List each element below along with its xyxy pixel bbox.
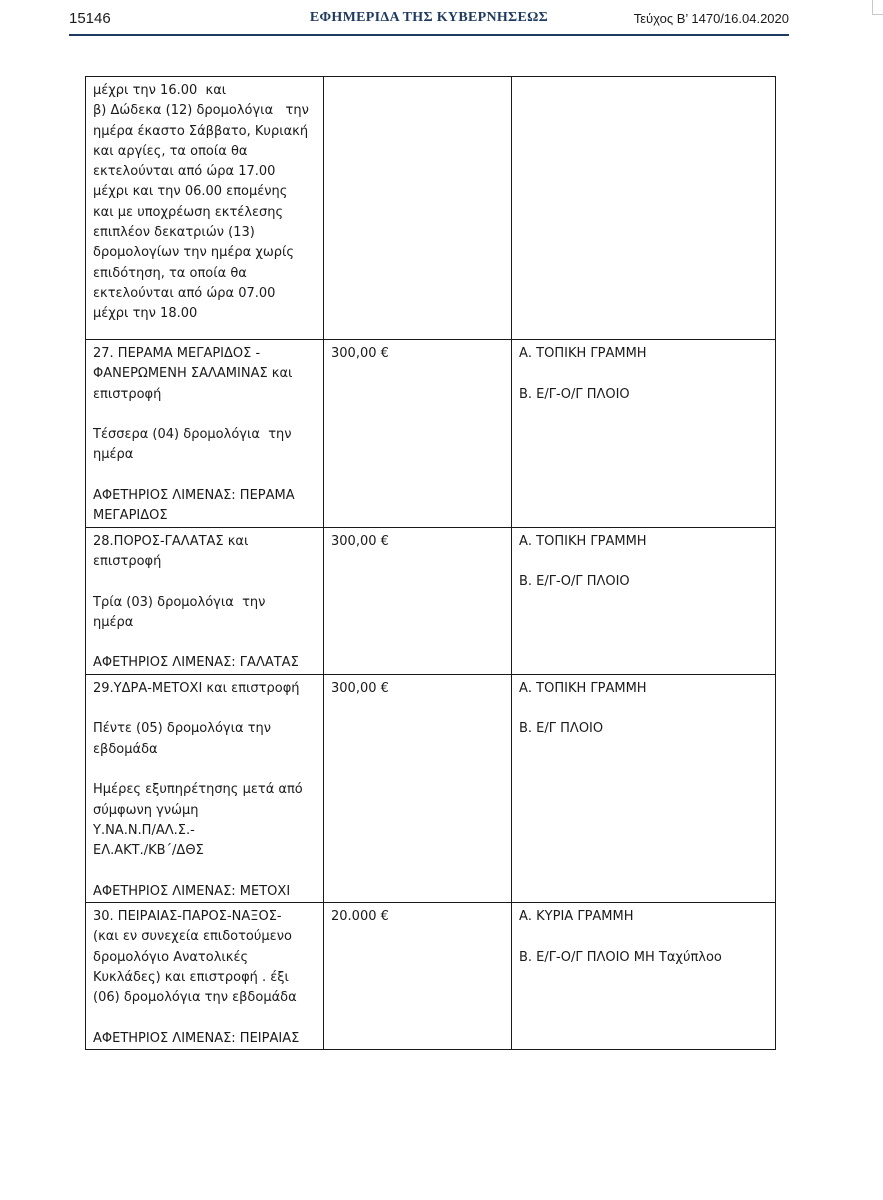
route-text-line: ημέρα	[93, 614, 134, 630]
route-text-line	[93, 699, 317, 719]
amount-value: 300,00 €	[331, 533, 389, 549]
line-category: Α. ΚΥΡΙΑ ΓΡΑΜΜΗ	[519, 909, 634, 925]
route-text-line: Κυκλάδες) και επιστροφή . έξι	[93, 969, 289, 985]
route-text-line: Τρία (03) δρομολόγια την	[93, 594, 266, 610]
route-text-line: εβδομάδα	[93, 741, 158, 757]
route-text-line: δρομολογίων την ημέρα χωρίς	[93, 245, 295, 261]
route-text-line	[93, 405, 317, 425]
route-text-line: (και εν συνεχεία επιδοτούμενο	[93, 929, 292, 945]
route-text-line: σύμφωνη γνώμη	[93, 802, 199, 818]
line-category: Α. ΤΟΠΙΚΗ ΓΡΑΜΜΗ	[519, 346, 647, 361]
route-text-line: 27. ΠΕΡΑΜΑ ΜΕΓΑΡΙΔΟΣ -	[93, 346, 261, 361]
routes-table	[85, 76, 776, 1050]
route-text-line: Ημέρες εξυπηρέτησης μετά από	[93, 782, 303, 798]
route-text-line: ΦΑΝΕΡΩΜΕΝΗ ΣΑΛΑΜΙΝΑΣ και	[93, 366, 293, 382]
table-row	[86, 903, 776, 1050]
route-text-line: Τέσσερα (04) δρομολόγια την	[93, 427, 292, 443]
route-text-line: 28.ΠΟΡΟΣ-ΓΑΛΑΤΑΣ και	[93, 533, 249, 549]
route-text-line: δρομολόγιο Ανατολικές	[93, 949, 249, 965]
route-text-line	[93, 1009, 317, 1029]
route-text-line: μέχρι την 18.00	[93, 306, 198, 322]
route-text-line: επιπλέον δεκατριών (13)	[93, 225, 255, 241]
route-description-cell	[86, 903, 324, 1050]
table-row	[86, 77, 776, 340]
spacer	[519, 927, 769, 947]
route-text-line: β) Δώδεκα (12) δρομολόγια την	[93, 103, 309, 119]
vessel-type	[519, 122, 769, 142]
route-text-line: ΜΕΓΑΡΙΔΟΣ	[93, 508, 168, 524]
table-row	[86, 340, 776, 528]
table-row	[86, 674, 776, 902]
vessel-type: Β. Ε/Γ-Ο/Γ ΠΛΟΙΟ	[519, 386, 630, 402]
spacer	[519, 101, 769, 121]
route-description-cell	[86, 674, 324, 902]
amount-value: 300,00 €	[331, 346, 389, 361]
routes-table-body	[86, 77, 776, 1050]
route-text-line: επιστροφή	[93, 553, 162, 569]
route-text-line: επιδότηση, τα οποία θα	[93, 265, 247, 281]
line-type-cell	[512, 674, 776, 902]
line-category: Α. ΤΟΠΙΚΗ ΓΡΑΜΜΗ	[519, 533, 647, 549]
route-text-line	[93, 861, 317, 881]
route-text-line: (06) δρομολόγια την εβδομάδα	[93, 990, 297, 1006]
vessel-type: Β. Ε/Γ-Ο/Γ ΠΛΟΙΟ ΜΗ Ταχύπλοο	[519, 949, 722, 965]
vessel-type: Β. Ε/Γ-Ο/Γ ΠΛΟΙΟ	[519, 574, 630, 590]
route-text-line: ΑΦΕΤΗΡΙΟΣ ΛΙΜΕΝΑΣ: ΠΕΙΡΑΙΑΣ	[93, 1030, 300, 1046]
route-text-line: ημέρα έκαστο Σάββατο, Κυριακή	[93, 123, 309, 139]
line-type-cell	[512, 903, 776, 1050]
route-text-line	[93, 466, 317, 486]
amount-cell	[324, 77, 512, 340]
route-text-line	[93, 760, 317, 780]
route-text-line: 29.ΥΔΡΑ-ΜΕΤΟΧΙ και επιστροφή	[93, 680, 300, 696]
line-type-cell	[512, 340, 776, 528]
line-category: Α. ΤΟΠΙΚΗ ΓΡΑΜΜΗ	[519, 680, 647, 696]
spacer	[519, 364, 769, 384]
route-description-cell	[86, 340, 324, 528]
amount-value	[331, 81, 505, 101]
route-text-line: εκτελούνται από ώρα 17.00	[93, 164, 276, 180]
route-text-line: ΑΦΕΤΗΡΙΟΣ ΛΙΜΕΝΑΣ: ΜΕΤΟΧΙ	[93, 883, 291, 899]
route-text-line: Υ.ΝΑ.Ν.Π/ΑΛ.Σ.-	[93, 822, 195, 838]
route-text-line: ΕΛ.ΑΚΤ./ΚΒ΄/ΔΘΣ	[93, 843, 204, 859]
gazette-title: ΕΦΗΜΕΡΙΔΑ ΤΗΣ ΚΥΒΕΡΝΗΣΕΩΣ	[309, 10, 549, 25]
page-corner-mark	[872, 0, 883, 15]
route-text-line: εκτελούνται από ώρα 07.00	[93, 285, 276, 301]
route-text-line: επιστροφή	[93, 386, 162, 402]
route-text-line: ημέρα	[93, 447, 134, 463]
amount-cell	[324, 674, 512, 902]
route-text-line: 30. ΠΕΙΡΑΙΑΣ-ΠΑΡΟΣ-ΝΑΞΟΣ-	[93, 909, 282, 925]
route-text-line: μέχρι την 16.00 και	[93, 83, 227, 98]
spacer	[519, 552, 769, 572]
spacer	[519, 699, 769, 719]
page-header	[69, 8, 789, 36]
route-text-line	[93, 633, 317, 653]
amount-value: 20.000 €	[331, 909, 389, 925]
line-category	[519, 81, 769, 101]
vessel-type: Β. Ε/Γ ΠΛΟΙΟ	[519, 721, 604, 737]
route-text-line: Πέντε (05) δρομολόγια την	[93, 721, 272, 737]
route-text-line: ΑΦΕΤΗΡΙΟΣ ΛΙΜΕΝΑΣ: ΓΑΛΑΤΑΣ	[93, 655, 299, 671]
route-description-cell	[86, 527, 324, 674]
page-number: 15146	[69, 10, 111, 27]
route-text-line	[93, 572, 317, 592]
amount-cell	[324, 527, 512, 674]
route-text-line: ΑΦΕΤΗΡΙΟΣ ΛΙΜΕΝΑΣ: ΠΕΡΑΜΑ	[93, 488, 295, 504]
route-text-line: και αργίες, τα οποία θα	[93, 143, 248, 159]
amount-cell	[324, 340, 512, 528]
route-text-line: και με υποχρέωση εκτέλεσης	[93, 204, 284, 220]
route-text-line: μέχρι και την 06.00 επομένης	[93, 184, 288, 200]
amount-cell	[324, 903, 512, 1050]
line-type-cell	[512, 527, 776, 674]
route-description-cell	[86, 77, 324, 340]
line-type-cell	[512, 77, 776, 340]
amount-value: 300,00 €	[331, 680, 389, 696]
issue-reference: Τεύχος Β’ 1470/16.04.2020	[633, 11, 789, 26]
table-row	[86, 527, 776, 674]
